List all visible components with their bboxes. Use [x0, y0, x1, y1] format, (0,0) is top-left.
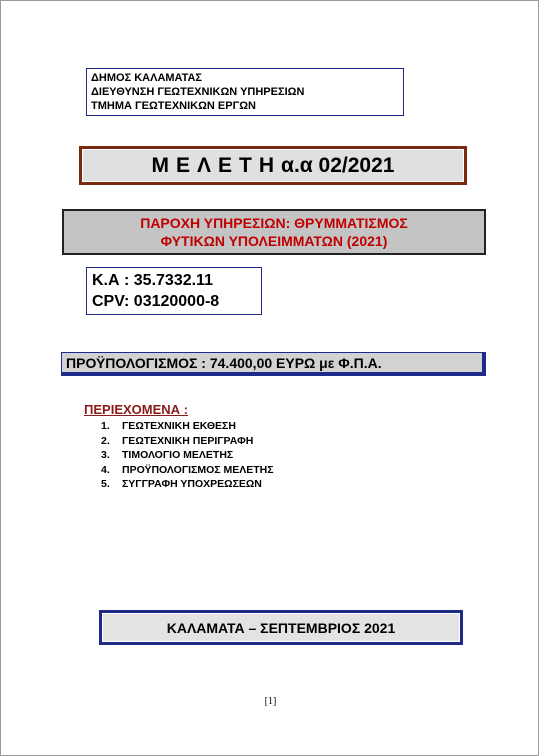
place-date-box — [99, 610, 463, 645]
subject-box — [62, 209, 486, 255]
list-item: 3. ΤΙΜΟΛΟΓΙΟ ΜΕΛΕΤΗΣ — [101, 449, 234, 461]
study-title — [82, 149, 464, 182]
list-item: 1. ΓΕΩΤΕΧΝΙΚΗ ΕΚΘΕΣΗ — [101, 420, 236, 432]
list-item: 2. ΓΕΩΤΕΧΝΙΚΗ ΠΕΡΙΓΡΑΦΗ — [101, 434, 254, 447]
organization-header — [86, 68, 404, 116]
budget-box — [61, 352, 486, 376]
cpv-code: CPV: 03120000-8 — [92, 293, 220, 310]
ka-code: Κ.Α : 35.7332.11 — [92, 272, 213, 289]
org-line-municipality: ΔΗΜΟΣ ΚΑΛΑΜΑΤΑΣ — [91, 72, 203, 84]
place-date: ΚΑΛΑΜΑΤΑ – ΣΕΠΤΕΜΒΡΙΟΣ 2021 — [102, 613, 460, 642]
page-number: [1] — [264, 696, 277, 707]
subject-line-2: ΦΥΤΙΚΩΝ ΥΠΟΛΕΙΜΜΑΤΩΝ (2021) — [160, 233, 388, 249]
contents-title: ΠΕΡΙΕΧΟΜΕΝΑ : — [84, 402, 189, 417]
org-line-directorate: ΔΙΕΥΘΥΝΣΗ ΓΕΩΤΕΧΝΙΚΩΝ ΥΠΗΡΕΣΙΩΝ — [91, 86, 305, 98]
contents-list — [101, 419, 274, 492]
study-title-box — [79, 146, 467, 185]
budget-text: ΠΡΟΫΠΟΛΟΓΙΣΜΟΣ : 74.400,00 ΕΥΡΩ με Φ.Π.Α. — [66, 354, 382, 371]
org-line-department: ΤΜΗΜΑ ΓΕΩΤΕΧΝΙΚΩΝ ΕΡΓΩΝ — [91, 100, 256, 112]
study-title-main: ΜΕΛΕΤΗ — [151, 153, 282, 177]
budget-codes-box — [86, 267, 262, 315]
subject-line-1: ΠΑΡΟΧΗ ΥΠΗΡΕΣΙΩΝ: ΘΡΥΜΜΑΤΙΣΜΟΣ — [140, 215, 408, 231]
study-title-number: α.α 02/2021 — [281, 153, 395, 177]
list-item: 4. ΠΡΟΫΠΟΛΟΓΙΣΜΟΣ ΜΕΛΕΤΗΣ — [101, 463, 274, 476]
list-item: 5. ΣΥΓΓΡΑΦΗ ΥΠΟΧΡΕΩΣΕΩΝ — [101, 478, 262, 490]
